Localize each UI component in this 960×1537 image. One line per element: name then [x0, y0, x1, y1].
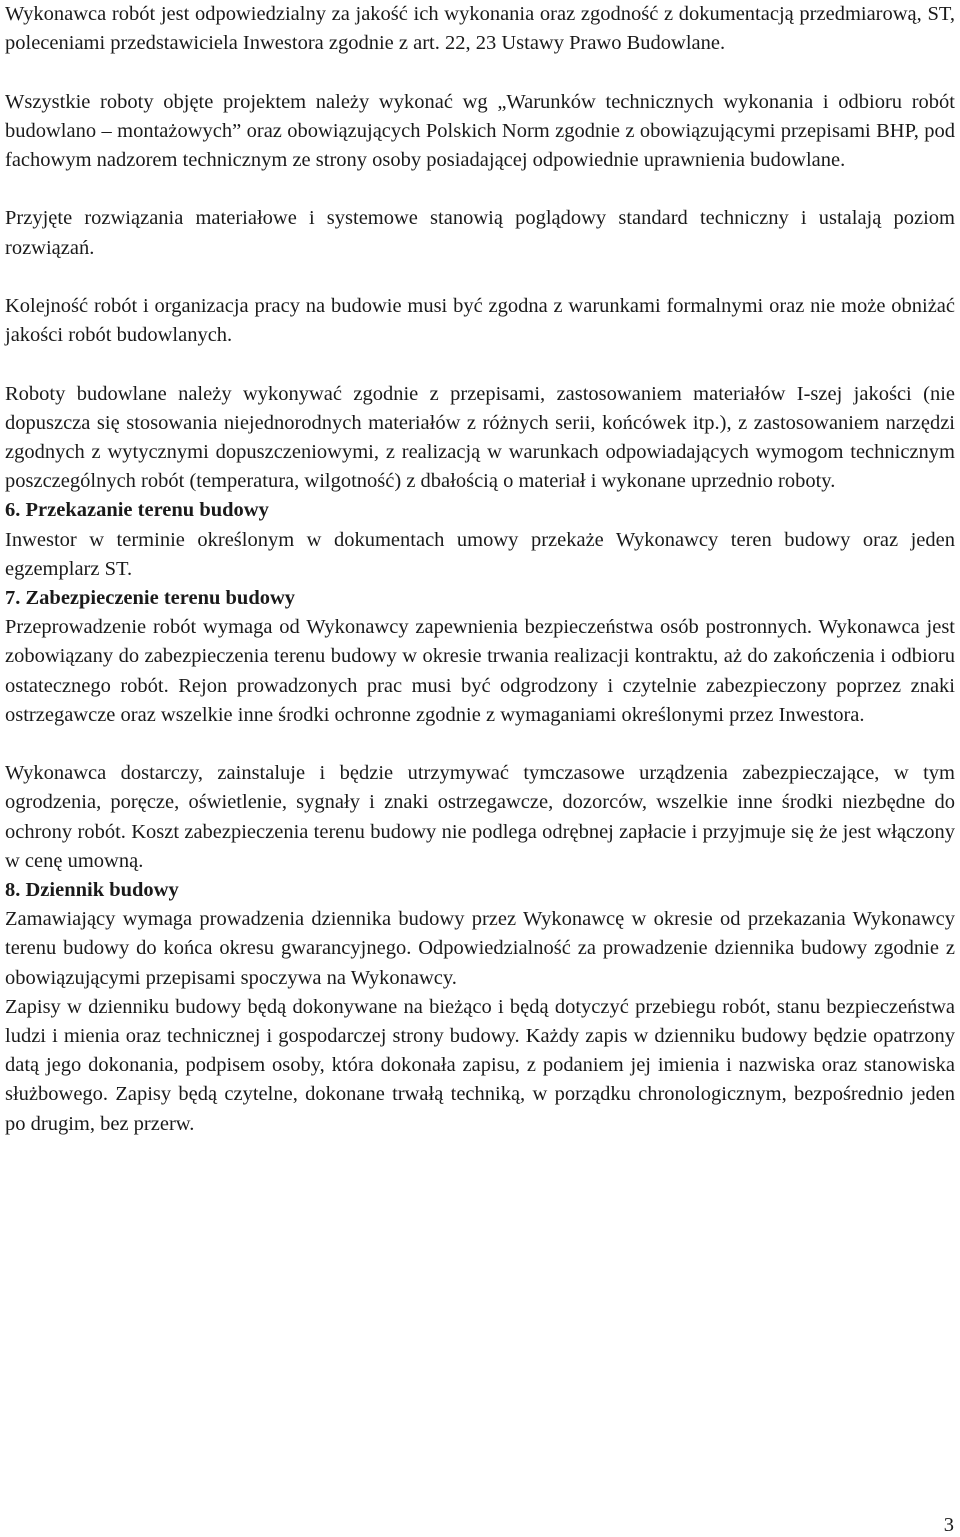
section-heading-site-log: 8. Dziennik budowy [5, 879, 179, 902]
page-number: 3 [943, 1514, 954, 1536]
section-heading-site-security: 7. Zabezpieczenie terenu budowy [5, 587, 296, 609]
paragraph-material-solutions: Przyjęte rozwiązania materiałowe i systemowe stanowią poglądowy standard techniczny i ustalają poziom rozwiązań. [5, 207, 955, 259]
paragraph-technical-conditions: Wszystkie roboty objęte projektem należy wykonać wg „Warunków technicznych wykonania i odbioru robót budowlano – montażowych” oraz obowiązujących Polskich Norm zgodnie z obowiązującymi przepisami BHP, pod fachowym nadzorem technicznym ze strony osoby posiadającej odpowiednie uprawnienia budowlane. [5, 90, 955, 171]
paragraph-construction-rules: Roboty budowlane należy wykonywać zgodnie z przepisami, zastosowaniem materiałów I-szej jakości (nie dopuszcza się stosowania niejednorodnych materiałów z różnych serii, końcówek itp.), z zastosowaniem narzędzi zgodnych z wytycznymi dopuszczeniowymi, z realizacją w warunkach odpowiadających wymogom technicznym poszczególnych robót (temperatura, wilgotność) z dbałością o materiał i wykonane uprzednio roboty. [5, 382, 955, 493]
paragraph-contractor-responsibility: Wykonawca robót jest odpowiedzialny za jakość ich wykonania oraz zgodność z dokumentacją przedmiarową, ST, poleceniami przedstawiciela Inwestora zgodnie z art. 22, 23 Ustawy Prawo Budowlane. [5, 3, 955, 55]
paragraph-work-order: Kolejność robót i organizacja pracy na budowie musi być zgodna z warunkami formalnymi oraz nie może obniżać jakości robót budowlanych. [5, 294, 955, 347]
paragraph-site-log-entries: Zapisy w dzienniku budowy będą dokonywane na bieżąco i będą dotyczyć przebiegu robót, stanu bezpieczeństwa ludzi i mienia oraz technicznej i gospodarczej strony budowy. Każdy zapis w dzienniku budowy będzie opatrzony datą jego dokonania, podpisem osoby, która dokonała zapisu, z podaniem jej imienia i nazwiska oraz stanowiska służbowego. Zapisy będą czytelne, dokonane trwałą techniką, w porządku chronologicznym, bezpośrednio jeden po drugim, bez przerw. [5, 995, 955, 1135]
paragraph-security-equipment: Wykonawca dostarczy, zainstaluje i będzie utrzymywać tymczasowe urządzenia zabezpieczające, w tym ogrodzenia, poręcze, oświetlenie, sygnały i znaki ostrzegawcze, dozorców, wszelkie inne środki niezbędne do ochrony robót. Koszt zabezpieczenia terenu budowy nie podlega odrębnej zapłacie i przyjmuje się że jest włączony w cenę umowną. [5, 762, 955, 872]
section-heading-site-handover: 6. Przekazanie terenu budowy [5, 499, 269, 522]
paragraph-site-handover: Inwestor w terminie określonym w dokumentach umowy przekaże Wykonawcy teren budowy oraz jeden egzemplarz ST. [5, 528, 955, 580]
document-page [5, 0, 955, 1139]
paragraph-site-security: Przeprowadzenie robót wymaga od Wykonawcy zapewnienia bezpieczeństwa osób postronnych. Wykonawca jest zobowiązany do zabezpieczenia terenu budowy w okresie trwania realizacji kontraktu, aż do zakończenia i odbioru ostatecznego robót. Rejon prowadzonych prac musi być odgrodzony i czytelnie zabezpieczony poprzez znaki ostrzegawcze oraz wszelkie inne środki ochronne zgodnie z wymaganiami określonymi przez Inwestora. [5, 616, 955, 726]
paragraph-site-log-duty: Zamawiający wymaga prowadzenia dziennika budowy przez Wykonawcę w okresie od przekazania Wykonawcy terenu budowy do końca okresu gwarancyjnego. Odpowiedzialność za prowadzenie dziennika budowy zgodnie z obowiązującymi przepisami spoczywa na Wykonawcy. [5, 908, 955, 989]
